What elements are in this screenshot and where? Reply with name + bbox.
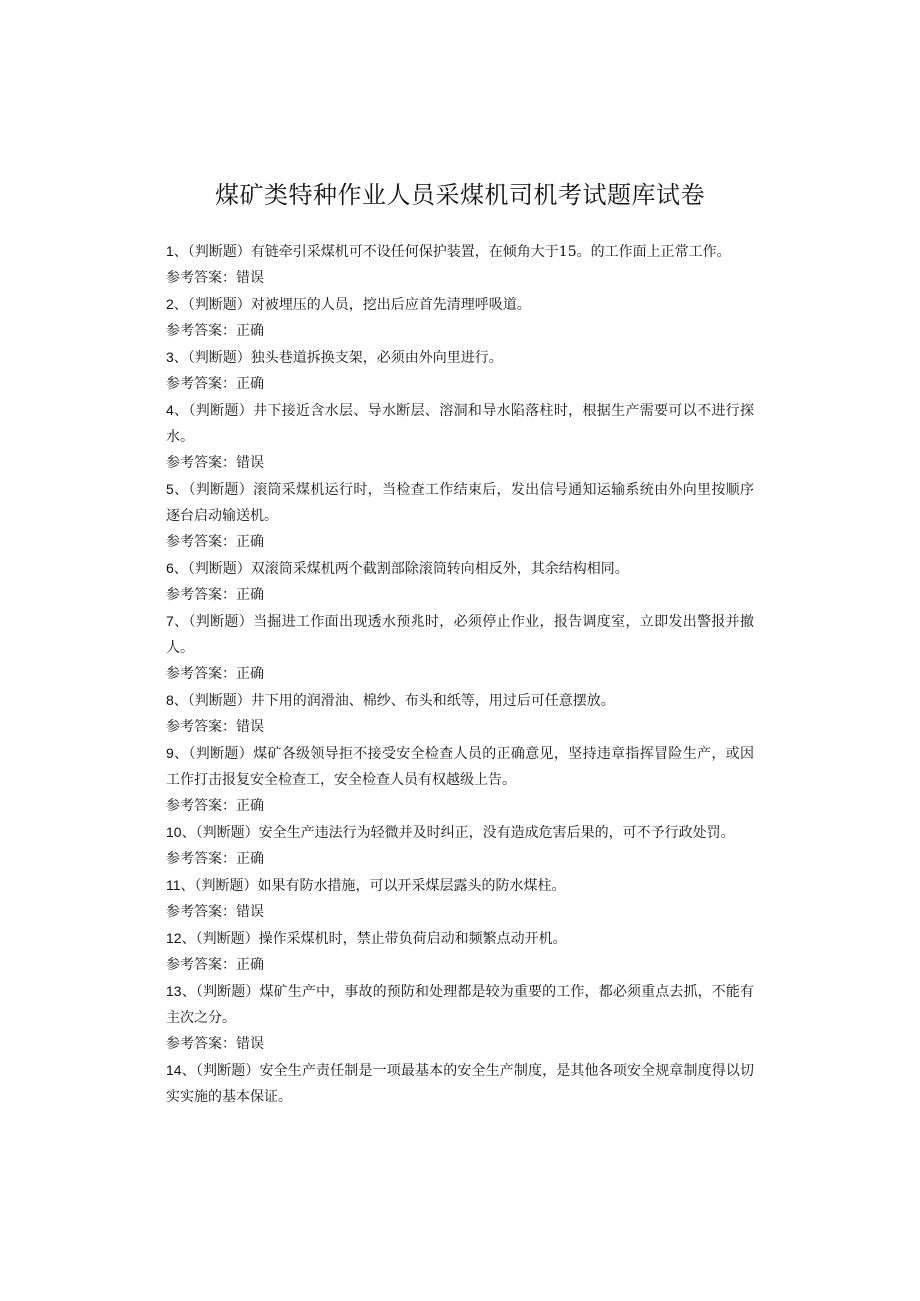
answer-label: 参考答案：: [166, 1036, 236, 1052]
question-type: 、（判断题）: [181, 825, 259, 841]
question-number: 7: [166, 613, 174, 629]
question-text: [166, 978, 754, 1031]
question-item: [166, 1057, 754, 1110]
answer-label: 参考答案：: [166, 904, 236, 920]
answer-label: 参考答案：: [166, 957, 236, 973]
question-number: 12: [166, 930, 182, 946]
answer-label: 参考答案：: [166, 534, 236, 550]
question-number: 9: [166, 745, 174, 761]
answer-value: 错误: [236, 904, 264, 920]
question-text: [166, 872, 754, 899]
question-number: 5: [166, 481, 174, 497]
question-item: [166, 555, 754, 608]
question-item: [166, 608, 754, 687]
question-type: 、（判断题）: [173, 746, 254, 762]
question-item: [166, 819, 754, 872]
question-body: 安全生产违法行为轻微并及时纠正，没有造成危害后果的，可不予行政处罚。: [258, 825, 735, 841]
question-type: 、（判断题）: [180, 878, 258, 894]
answer-line: [166, 714, 754, 740]
answer-line: [166, 899, 754, 925]
question-item: [166, 238, 754, 291]
question-number: 6: [166, 560, 174, 576]
question-type: 、（判断题）: [181, 984, 260, 1000]
question-body: 井下接近含水层、导水断层、溶洞和导水陷落柱时，根据生产需要可以不进行探水。: [166, 403, 755, 445]
question-item: [166, 740, 754, 819]
question-list: [166, 238, 754, 1110]
question-item: [166, 978, 754, 1057]
answer-line: [166, 661, 754, 687]
question-text: [166, 344, 754, 371]
answer-value: 正确: [236, 587, 264, 603]
answer-label: 参考答案：: [166, 270, 236, 286]
question-text: [166, 555, 754, 582]
question-type: 、（判断题）: [173, 244, 251, 260]
question-body: 煤矿生产中，事故的预防和处理都是较为重要的工作，都必须重点去抓，不能有主次之分。: [166, 984, 755, 1026]
question-text: [166, 687, 754, 714]
answer-value: 正确: [236, 376, 264, 392]
question-body: 有链牵引采煤机可不设任何保护装置，在倾角大于15。的工作面上正常工作。: [250, 244, 731, 260]
answer-label: 参考答案：: [166, 455, 236, 471]
question-body: 如果有防水措施，可以开采煤层露头的防水煤柱。: [257, 878, 566, 894]
question-body: 独头巷道拆换支架，必须由外向里进行。: [250, 350, 503, 366]
question-text: [166, 925, 754, 952]
question-item: [166, 872, 754, 925]
answer-line: [166, 793, 754, 819]
answer-line: [166, 318, 754, 344]
question-number: 11: [166, 877, 181, 893]
answer-line: [166, 582, 754, 608]
question-text: [166, 476, 754, 529]
answer-label: 参考答案：: [166, 666, 236, 682]
question-body: 当掘进工作面出现透水预兆时，必须停止作业，报告调度室，立即发出警报并撤人。: [166, 614, 755, 656]
answer-value: 错误: [236, 1036, 264, 1052]
question-text: [166, 1057, 754, 1110]
answer-value: 错误: [236, 270, 264, 286]
question-type: 、（判断题）: [181, 931, 259, 947]
question-text: [166, 608, 754, 661]
answer-line: [166, 952, 754, 978]
question-item: [166, 291, 754, 344]
question-body: 操作采煤机时，禁止带负荷启动和频繁点动开机。: [258, 931, 567, 947]
question-type: 、（判断题）: [181, 1063, 260, 1079]
answer-value: 正确: [236, 851, 264, 867]
question-type: 、（判断题）: [173, 482, 254, 498]
question-number: 13: [166, 983, 182, 999]
answer-label: 参考答案：: [166, 851, 236, 867]
question-item: [166, 397, 754, 476]
question-number: 4: [166, 402, 174, 418]
question-item: [166, 344, 754, 397]
question-number: 2: [166, 296, 174, 312]
answer-value: 正确: [236, 957, 264, 973]
question-item: [166, 925, 754, 978]
answer-line: [166, 265, 754, 291]
answer-label: 参考答案：: [166, 587, 236, 603]
question-type: 、（判断题）: [173, 561, 251, 577]
answer-value: 正确: [236, 798, 264, 814]
answer-value: 正确: [236, 323, 264, 339]
answer-line: [166, 371, 754, 397]
question-item: [166, 687, 754, 740]
question-text: [166, 238, 754, 265]
question-body: 井下用的润滑油、棉纱、布头和纸等，用过后可任意摆放。: [250, 693, 615, 709]
question-body: 双滚筒采煤机两个截割部除滚筒转向相反外，其余结构相同。: [250, 561, 629, 577]
question-body: 滚筒采煤机运行时，当检查工作结束后，发出信号通知运输系统由外向里按顺序逐台启动输送机。: [166, 482, 755, 524]
answer-value: 错误: [236, 719, 264, 735]
answer-value: 正确: [236, 666, 264, 682]
question-number: 10: [166, 824, 182, 840]
answer-line: [166, 529, 754, 555]
question-text: [166, 740, 754, 793]
answer-line: [166, 450, 754, 476]
question-body: 安全生产责任制是一项最基本的安全生产制度，是其他各项安全规章制度得以切实实施的基本保证。: [166, 1063, 755, 1105]
answer-line: [166, 846, 754, 872]
question-number: 3: [166, 349, 174, 365]
question-number: 1: [166, 243, 174, 259]
question-type: 、（判断题）: [173, 350, 251, 366]
question-text: [166, 397, 754, 450]
question-type: 、（判断题）: [173, 614, 254, 630]
question-number: 8: [166, 692, 174, 708]
question-body: 对被埋压的人员，挖出后应首先清理呼吸道。: [250, 297, 531, 313]
answer-label: 参考答案：: [166, 376, 236, 392]
answer-label: 参考答案：: [166, 798, 236, 814]
answer-value: 正确: [236, 534, 264, 550]
question-text: [166, 819, 754, 846]
question-item: [166, 476, 754, 555]
question-text: [166, 291, 754, 318]
question-type: 、（判断题）: [173, 297, 251, 313]
answer-value: 错误: [236, 455, 264, 471]
answer-label: 参考答案：: [166, 323, 236, 339]
question-number: 14: [166, 1062, 182, 1078]
document-title: 煤矿类特种作业人员采煤机司机考试题库试卷: [215, 181, 705, 209]
question-type: 、（判断题）: [173, 403, 254, 419]
answer-label: 参考答案：: [166, 719, 236, 735]
question-body: 煤矿各级领导拒不接受安全检查人员的正确意见，坚持违章指挥冒险生产，或因工作打击报复安全检查工，安全检查人员有权越级上告。: [166, 746, 755, 788]
question-type: 、（判断题）: [173, 693, 251, 709]
answer-line: [166, 1031, 754, 1057]
